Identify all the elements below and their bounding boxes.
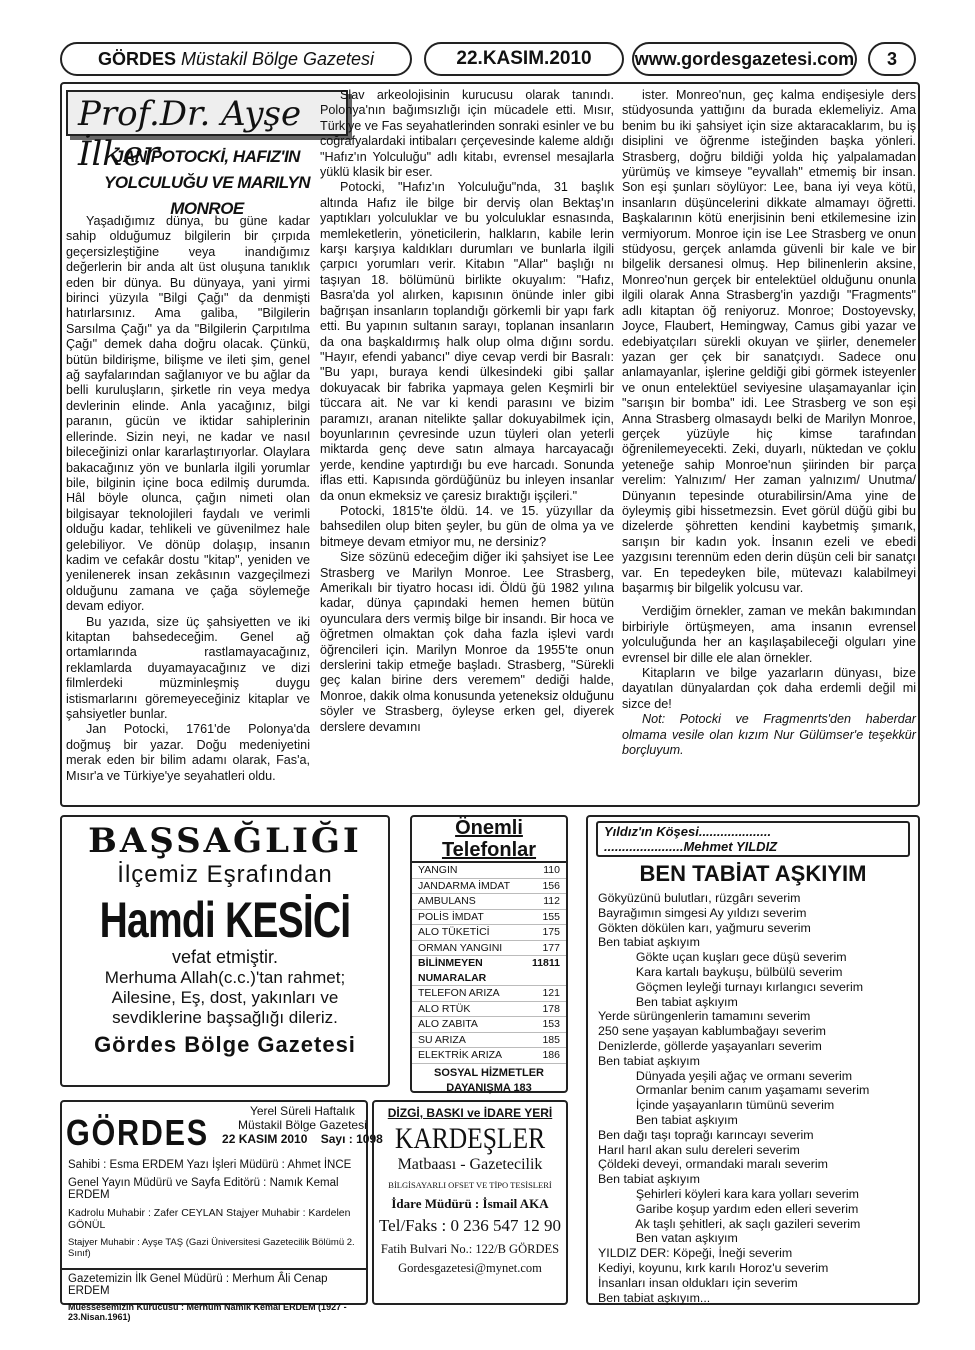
phone-number: 155 [542,910,560,923]
masthead-sub [222,1104,383,1146]
phone-row [412,863,566,879]
phone-number: 186 [542,1049,560,1061]
phones-box [410,815,568,1093]
phone-service: ALO TÜKETİCİ [418,926,490,938]
printer-address: Fatih Bulvari No.: 122/B GÖRDES [380,1242,560,1256]
paragraph: Yaşadığımız dünya, bu güne kadar sahip olduğumuz bilgilerin bir çırpıda geçersizleştiğine veya inandığımız değerlerin bir anda alt üst oluşuna tanıklık eden bir dünya. Bu dünyaya, yani yirmi birinci yüzyıla "Bilgi Çağı" da denmişti hatırlarsınız. Ama galiba, "Bilgilerin Sarsılma Çağı" ya da "Bilgilerin Çarpıtılma Çağı" demek daha doğru olacak. Çünkü, bütün bildirişme, bilişme ve ileti şim, genel ağ sayfalarından sağlanıyor ve bu ağlar da belli kuruluşların, şirketle rin veya medya devlerinin elinde. Anla yacağınız, bilgi paranın, gücün ve iktidar sahiplerinin ellerinde. Sizin neyi, ne kadar ve nasıl bileceğinizi onlar kararlaştırıyorlar. Olaylara bakacağınız yön ve bunlarla ilgili yorumlar bile, bilginin içine boca edilmiş durumda. Hâl böyle olunca, çağın nimeti olan bilgisayar teknolojileri faydalı ve verimli olduğu kadar, tehlikeli ve güvenilmez hale gelebiliyor. Ve dönüp dolaşıp, insanın kadim ve cefakâr dostu "kitap", yeniden ve yenilenerek insan zekâsının vazgeçilmezi olduğunu zamana ve çağa söylemeğe devam ediyor. [66,214,310,614]
phone-service: ELEKTRİK ARIZA [418,1049,503,1061]
phone-number: 11811 [531,957,560,969]
printer-manager: İdare Müdürü : İsmail AKA [391,1196,549,1211]
website-pill[interactable] [632,42,857,76]
phone-service: ORMAN YANGINI [418,941,503,954]
paragraph: Size sözünü edeceğim diğer iki şahsiyet ise Lee Strasberg ve Marilyn Monroe. Lee Strasberg, Amerikalı bir tiyatro hocası idi. Öldü ğü 1982 yılına kadar, dünya çapındaki hemen hemen bütün oyunculara ders vermiş bilge bir insandı. Bir hoca ve öğretmen olmaktan çok daha fazla işlevi vardı öğrencileri için. Marilyn Monroe da 1955'te onun derslerini takip etmeğe başladı. Strasberg, "Sürekli geç kalan birine ders veremem" dediği halde, Monroe, dakik olma konusunda yeteneksiz olduğunu söyler ve Strasberg, öyleyse erken gel, diyerek derslere devamını [320,550,614,734]
phone-row [412,986,566,1002]
condolence-signature: Gördes Bölge Gazetesi [94,1032,356,1057]
phone-list [412,863,566,1064]
masthead-box [60,1100,383,1322]
masthead-line: Stajyer Muhabir : Ayşe TAŞ (Gazi Üniversitesi Gazetecilik Bölümü 2. Sınıf) [68,1237,355,1259]
condolence-line: Ailesine, Eş, dost, yakınları ve [111,988,339,1007]
phone-service: JANDARMA İMDAT [418,879,510,892]
phone-number: 185 [542,1033,560,1046]
website-link[interactable]: www.gordesgazetesi.com [634,48,855,69]
printer-email[interactable]: Gordesgazetesi@mynet.com [398,1261,542,1275]
poem-corner-title: Yıldız'ın Köşesi.................... [604,824,772,839]
poem-box [586,815,920,1305]
masthead-sub-2: Müstakil Bölge Gazetesi [238,1118,367,1132]
phones-footer-1: SOSYAL HİZMETLER [433,1066,545,1079]
article-title-block [66,90,348,218]
masthead-line: Sahibi : Esma ERDEM Yazı İşleri Müdürü : Ahmet İNCE [68,1159,352,1171]
printer-name: KARDEŞLER [394,1122,546,1155]
phone-row [412,1002,566,1018]
condolence-line: vefat etmiştir. [171,947,279,967]
phone-number: 110 [543,864,560,876]
paragraph: Bu yazıda, size üç şahsiyetten ve iki kitaptan bahsedeceğim. Genel ağ ortamlarında rastlamayacağınız, reklamlarda duyamayacağınız ve dizi filmlerdeki müzminleşmiş duygu istismarlarını göremeyeceğiniz kitaplar ve şahsiyetler bunlar. [66,614,310,721]
phone-service: YANGIN [418,864,458,876]
paragraph: Jan Potocki, 1761'de Polonya'da doğmuş bir yazar. Doğu medeniyetini merak eden bir bilim adamı olarak, Fas'a, Mısır'a ve Türkiye'ye seyahatleri oldu. [66,722,310,783]
phones-title [412,817,566,863]
printer-box [372,1100,568,1305]
deceased-name: Hamdi KESİCİ [99,892,351,948]
printer-sub2: BİLGİSAYARLI OFSET VE TİPO TESİSLERİ [388,1180,552,1190]
phones-title-2: Telefonlar [441,839,537,861]
phone-service: BİLİNMEYEN NUMARALAR [418,957,487,984]
phone-row [412,1017,566,1033]
paragraph: Not: Potocki ve Fragmenrts'den haberdar olmama vesile olan kızım Nur Gülümser'e teşekkür borçluyum. [622,712,916,758]
condolence-line: İlçemiz Eşrafından [117,861,333,888]
phone-service: POLİS İMDAT [418,910,484,923]
condolence-line: Merhuma Allah(c.c.)'tan rahmet; [104,968,346,987]
poem-text: Gökyüzünü bulutları, rüzgârı severim Bayrağımın simgesi Ay yıldızı severim Gökten dökülen karı, yağmuru severim Ben tabiat aşkıyım Gökte uçan kuşları gece düşü severim Kara kartalı baykuşu, bülbülü severim Göçmen leyleği turnayı kırlangıcı severim Ben tabiat aşkıyım Yerde sürüngenlerin tamamını severim 250 sene yaşayan kablumbağayı severim Denizlerde, göllerde yaşayanları severim Ben tabiat aşkıyım Dünyada yeşili ağaç ve ormanı severim Ormanlar benim canım yaşamamı severim İçinde yaşayanların tümünü severim Ben tabiat aşkıyım Ben dağı taşı toprağı karıncayı severim Harıl harıl akan sulu dereleri severim Çöldeki deveyi, ormandaki maralı severim Ben tabiat aşkıyım Şehirleri köyleri kara kara yolları severim Garibe koşup yardım eden elleri severim Ak taşlı şehitleri, ak saçlı gazileri severim Ben vatan aşkıyım YILDIZ DER: Köpeği, İneği severim Kediyi, koyunu, kırk karılı Horoz'u severim İnsanları insan oldukları için severim Ben tabiat aşkıyım... [598,891,870,1305]
phone-row [412,925,566,941]
issue-date: 22.KASIM.2010 [456,48,592,69]
paper-subtitle: Müstakil Bölge Gazetesi [180,48,375,69]
phone-number: 156 [542,879,560,892]
phones-title-1: Önemli [455,817,523,839]
masthead-sub-1: Yerel Süreli Haftalık [249,1104,355,1118]
condolence-box [60,815,390,1087]
phone-row [412,956,566,986]
paper-name-pill [60,42,412,76]
phone-service: SU ARIZA [418,1033,466,1046]
masthead-line: Kadrolu Muhabir : Zafer CEYLAN Stajyer Muhabir : Kardelen GÖNÜL [68,1207,351,1231]
masthead-line: Gazetemizin İlk Genel Müdürü : Merhum Âli Cenap ERDEM [62,1268,366,1300]
phone-number: 121 [542,987,560,999]
phone-row [412,894,566,910]
condolence-line: sevdiklerine başsağlığı dileriz. [112,1008,338,1027]
masthead-top [62,1102,383,1156]
phone-row [412,879,566,895]
headline-line-2: YOLCULUĞU VE MARILYN MONROE [104,173,310,218]
paper-name: GÖRDES [97,48,176,69]
phone-service: TELEFON ARIZA [418,987,500,999]
phone-number: 153 [542,1018,560,1030]
page-number: 3 [886,48,897,69]
paragraph: Kitapların ve bilge yazarların dünyası, bize dayatılan dünyalardan çok daha erdemli değil mi sizce de! [622,666,916,711]
paragraph: Verdiğim örnekler, zaman ve mekân bakımından birbiriyle örtüşmeyen, ama insanın evrensel yolculuğunda her an kaşılaşabileceği olguları yine evrensel bir dille ele alan örnekler. [622,604,916,665]
masthead-name: GÖRDES [66,1112,209,1153]
phone-row [412,1033,566,1049]
poem-corner-header [596,821,910,857]
headline-line-1: JAN POTOCKİ, HAFIZ'IN [114,147,300,166]
paragraph: Slav arkeolojisinin kurucusu olarak tanındı. Polonya'nın bağımsızlığı için mücadele etti. Mısır, Türkiye ve Fas seyahatlerinden sonraki esinler ve bu coğrafyalardaki intibaları çerçevesinde kaleme aldığı "Hafız'ın Yolculuğu" adlı kitabı, evrensel mesajlarla yüklü klasik bir eser. [320,88,614,180]
printer-phone: Tel/Faks : 0 236 547 12 90 [378,1216,562,1235]
phone-row [412,910,566,926]
phones-footer [412,1066,566,1096]
author-name: Prof.Dr. Ayşe İlker [66,90,348,136]
phone-service: AMBULANS [418,895,476,907]
poem-author: ......................Mehmet YILDIZ [604,839,778,854]
phone-service: ALO ZABITA [418,1018,478,1030]
article-column-3 [622,88,916,804]
article-column-2 [320,88,614,804]
paragraph: ister. Monreo'nun, geç kalma endişesiyle ders stüdyosunda yattığını da burada eklemeliyiz. Ama benim bu iki şahsiyet için size aktaracaklarım, bu iş disiplini ve öğrenme isteğinden başka yönleri. Strasberg, doğru bildiği yolda hiç yalpalamadan yürümüş ve kimseye "eyvallah" etmemiş bir insan. Son eşi şunları söylüyor: Lee, bana iyi veya kötü, insanların düşüncelerini dikkate almamayı öğretti. Başkalarının kötü enerjisinin beni etkilemesine izin vermiyorum. Monroe için ise Lee Strasberg ve onun stüdyosu, gerçek anlamda güvenli bir kale ve bir bilgelik dersanesi olmuş. Hep bilinenlerin aksine, Monreo'nun gerçek bir entelektüel olduğunu onunla ilgili olarak Anna Strasberg'in yazdığı "Fragments" adlı kitaptan öğ reniyoruz. Monroe; Dostoyevsky, Joyce, Flaubert, Hemingway, Camus gibi yazar ve edebiyatçıları sürekli okuyan ve şiirler, denemeler yazan ger çek bir sanatçıydı. Sadece onu anlamayanlar, işlerine geldiği gibi görmek isteyenler ve onun entelektüel seviyesine ulaşamayanlar için "sarışın bir bomba" idi. Lee Strasberg ve son eşi Anna Strasberg olmasaydı belki de Marilyn Monroe, gerçek yüzüyle hiç kimse tarafından öğrenilemeyecekti. Zeki, duyarlı, nüktedan ve çoklu yeteneğe sahip Monroe'nun şiirinden bir parça verelim: Yalnızım/ Her zaman yalnızım/ Unutma/ Dünyanın tepesinde oturabilirsin/Ama yine de öyleymiş gibi hissetmezsin. Evet görül düğü gibi bu dizelerde şöhretten kendini kaybetmiş şımarık, sarışın bir kadın yok. İnsanın ezeli ve ebedi yazgısını terennüm eden derin düşün celi bir sanatçı var. En tepedeyken bile, mütevazı kalabilmeyi başarmış bir bilgelik yolcusu var. [622,88,916,595]
article-column-1 [66,214,310,802]
article-box [60,82,920,807]
phone-number: 112 [543,895,560,907]
date-pill [424,42,624,76]
masthead-line: Genel Yayın Müdürü ve Sayfa Editörü : Namık Kemal ERDEM [68,1177,339,1201]
phone-number: 178 [542,1002,560,1015]
page-number-pill [868,42,916,76]
phone-row [412,1048,566,1064]
printer-head: DİZGİ, BASKI ve İDARE YERİ [387,1106,553,1120]
printer-sub: Matbaası - Gazetecilik [397,1156,543,1173]
masthead-date-number: 22 KASIM 2010 Sayı : 1098 [222,1132,383,1146]
condolence-title: BAŞSAĞLIĞI [88,821,362,861]
phone-number: 175 [542,926,560,938]
phone-row [412,941,566,957]
paragraph: Potocki, 1815'te öldü. 14. ve 15. yüzyıllar da bahsedilen olup biten şeyler, bu gün de olma ya ve bitmeye devam etmiyor mu, ne dersiniz? [320,503,614,549]
phones-footer-2: DAYANIŞMA 183 [446,1081,532,1094]
masthead-line: Müessesemizin Kurucusu : Merhum Namık Kemal ERDEM (1927 - 23.Nisan.1961) [68,1302,347,1322]
phone-number: 177 [542,941,560,954]
poem-title: BEN TABİAT AŞKIYIM [639,861,867,886]
paragraph: Potocki, "Hafız'ın Yolculuğu"nda, 31 başlık altında Hafız ile bilge bir derviş olan Bektaş'ın yaptıkları yolculuklar ve bu yolculuklar esnasında, memleketlerin, yöneticilerin, halkların, kabile lerin karşı karşıya kaldıkları durumları ve bunlarla ilgili çarpıcı yorumları verir. Kitabın "Allar" başlığı nı taşıyan 18. bölümünü birlikte okuyalım: "Hafız, Basra'da yol alırken, kapısının önünde inler gibi bağrışan insanların toplandığı görkemli bir yapı fark etti. Bu yapının sultanın sarayı, toplanan insanların da ona başkaldırmış halk olup olma dığını sordu. "Hayır, efendi yabancı" diye cevap verdi bir Basralı: "Bu yapı, buraya kendi ülkesindeki gibi şallar dokuyacak bir fabrika yapmaya gelen Keşmirli bir tüccara ait. Ne var ki kendi parasını ve bizim paramızı, aranan nitelikte şallar dokuyabilmek için, boyunlarının çevresinde uzun tüyleri olan yeterli miktarda genç deve satın almaya harcayacağı yerde, kendine yaptırdığı bu eve harcadı. Sonunda iflas etti. Kapısında gördüğünüz bu inleyen insanlar da onun ekmeksiz ve çaresiz bıraktığı işçileri." [320,180,614,503]
phone-service: ALO RTÜK [418,1002,471,1015]
